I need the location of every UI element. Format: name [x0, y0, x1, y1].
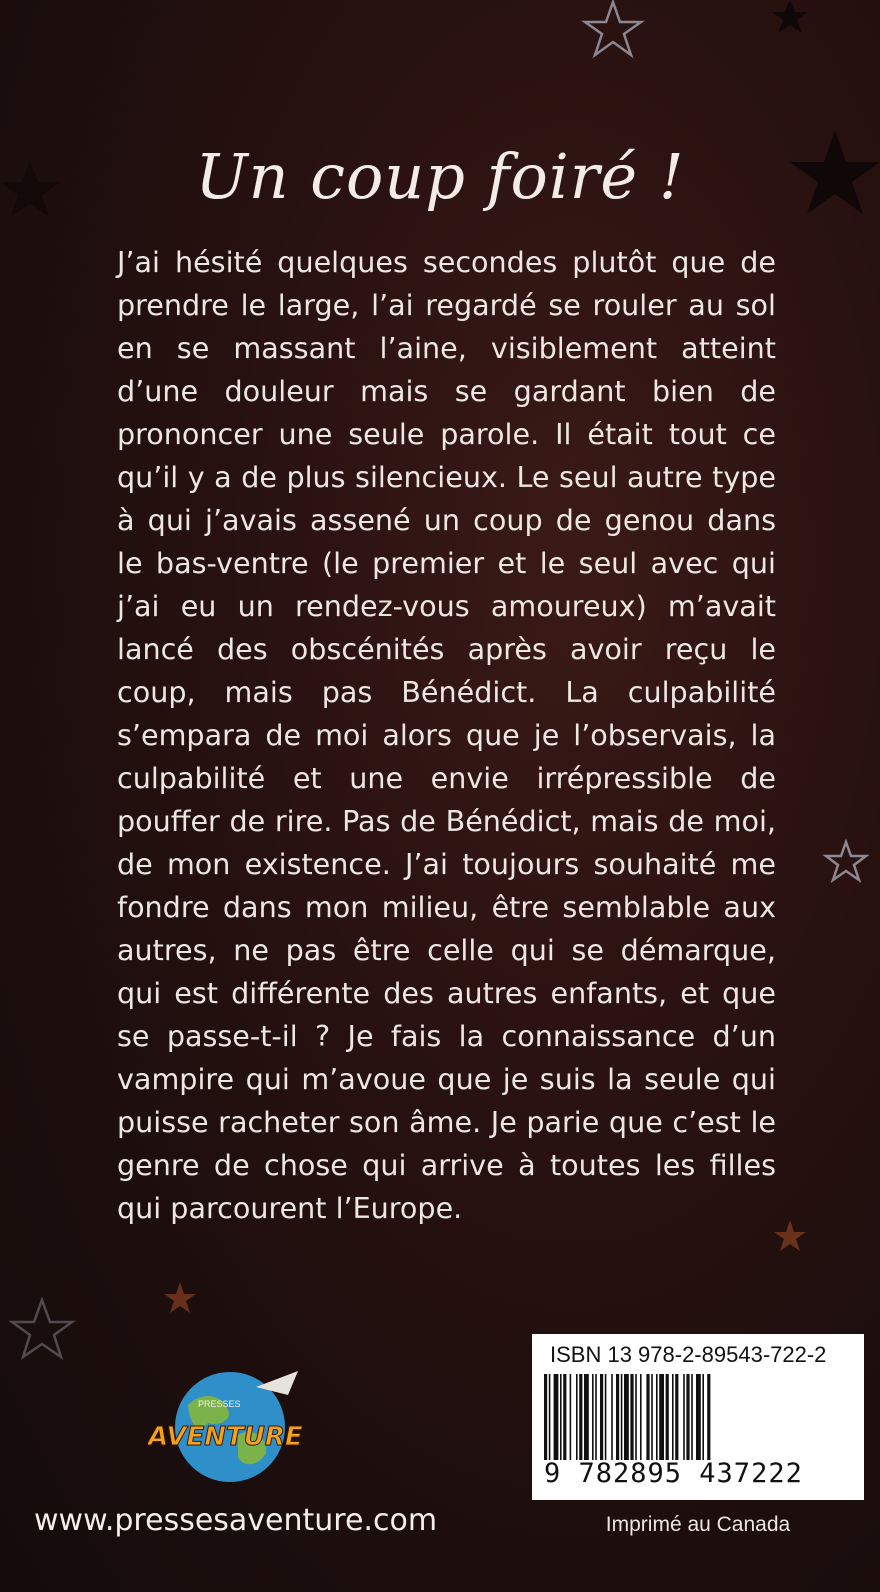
barcode-bar — [595, 1374, 597, 1460]
barcode-bar — [605, 1374, 607, 1460]
barcode-bar — [576, 1374, 578, 1460]
barcode-bar — [702, 1374, 704, 1460]
barcode-bar — [544, 1374, 547, 1460]
barcode-bar — [563, 1374, 566, 1460]
barcode-bar — [584, 1374, 589, 1460]
barcode-bar — [683, 1374, 685, 1460]
star-icon — [774, 1220, 806, 1251]
isbn-label: ISBN 13 978-2-89543-722-2 — [550, 1342, 827, 1367]
barcode-bar — [570, 1374, 572, 1460]
barcode-bar — [600, 1374, 603, 1460]
publisher-url[interactable]: www.pressesaventure.com — [34, 1503, 438, 1538]
barcode-bar — [579, 1374, 582, 1460]
star-icon — [772, 0, 808, 33]
barcode-bar — [666, 1374, 669, 1460]
barcode-bar — [686, 1374, 689, 1460]
barcode-bar — [549, 1374, 551, 1460]
barcode-bar — [707, 1374, 710, 1460]
barcode-bar — [646, 1374, 649, 1460]
barcode-bar — [611, 1374, 613, 1460]
barcode-bar — [640, 1374, 642, 1460]
barcode-bar — [696, 1374, 701, 1460]
barcode-bar — [630, 1374, 633, 1460]
logo-brand-text: AVENTURE — [148, 1422, 303, 1452]
isbn-barcode — [532, 1334, 864, 1500]
barcode-bar — [672, 1374, 674, 1460]
barcode-bar — [621, 1374, 623, 1460]
barcode-bar — [616, 1374, 619, 1460]
barcode-bar — [624, 1374, 629, 1460]
barcode-bar — [659, 1374, 664, 1460]
barcode-bar — [554, 1374, 559, 1460]
barcode-digits: 9 782895 437222 — [544, 1458, 803, 1489]
logo-small-text: PRESSES — [198, 1399, 241, 1409]
barcode-bar — [592, 1374, 594, 1460]
barcode-bar — [656, 1374, 658, 1460]
printed-in: Imprimé au Canada — [605, 1513, 791, 1536]
barcode-bar — [635, 1374, 637, 1460]
star-outline-icon — [826, 842, 866, 880]
barcode-bar — [560, 1374, 562, 1460]
cover-title: Un coup foiré ! — [195, 140, 685, 213]
publisher-logo — [148, 1365, 318, 1493]
star-icon — [164, 1282, 196, 1313]
barcode-bar — [675, 1374, 678, 1460]
barcode-bar — [651, 1374, 653, 1460]
star-outline-icon — [585, 2, 641, 55]
star-outline-icon — [12, 1300, 72, 1357]
blurb-text: J’ai hésité quelques secondes plutôt que de prendre le large, l’ai regardé se rouler au sol en se massant l’aine, visiblement atteint d’une douleur mais se gardant bien de prononcer une seule parole. Il était tout ce qu’il y a de plus silencieux. Le seul autre type à qui j’avais assené un coup de genou dans le bas-ventre (le premier et le seul avec qui j’ai eu un rendez-vous amoureux) m’avait lancé des obscénités après avoir reçu le coup, mais pas Bénédict. La culpabilité s’empara de moi alors que je l’observais, la culpabilité et une envie irrépressible de pouffer de rire. Pas de Bénédict, mais de moi, de mon existence. J’ai toujours souhaité me fondre dans mon milieu, être semblable aux autres, ne pas être celle qui se démarque, qui est différente des autres enfants, et que se passe-t-il ? Je fais la connaissance d’un vampire qui m’avoue que je suis la seule qui puisse racheter son âme. Je parie que c’est le genre de chose qui arrive à toutes les filles qui parcourent l’Europe. — [117, 245, 776, 1225]
barcode-bar — [691, 1374, 693, 1460]
barcode-bars — [544, 1374, 852, 1460]
